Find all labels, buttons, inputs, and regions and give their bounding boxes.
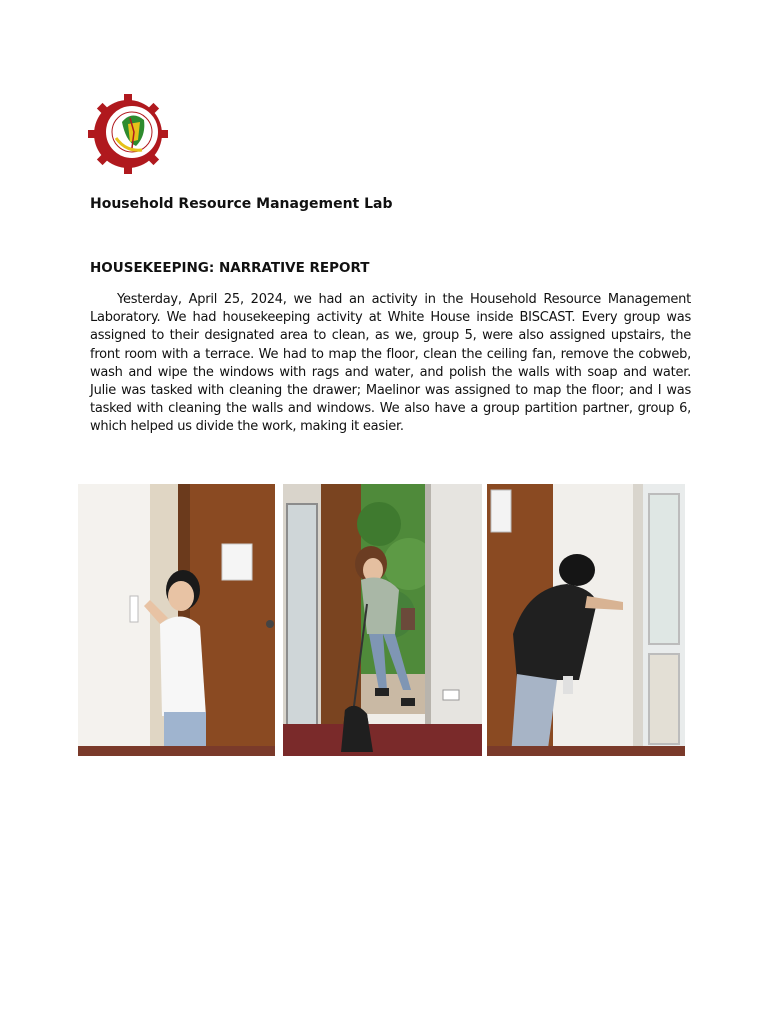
- photo-scrubbing-wall: [487, 484, 685, 756]
- school-seal-logo: [86, 92, 170, 176]
- report-heading: HOUSEKEEPING: NARRATIVE REPORT: [90, 260, 370, 276]
- narrative-paragraph: Yesterday, April 25, 2024, we had an activity in the Household Resource Management Laboratory. We had housekeeping activity at White House inside BISCAST. Every group was assigned to their designated area to clean, as we, group 5, were also assigned upstairs, the front room with a terrace. We had to map the floor, clean the ceiling fan, remove the cobweb, wash and wipe the windows with rags and water, and polish the walls with soap and water. Julie was tasked with cleaning the drawer; Maelinor was assigned to map the floor; and I was tasked with cleaning the walls and windows. We also have a group partition partner, group 6, which helped us divide the work, making it easier.: [90, 292, 691, 435]
- photo-cleaning-wall: [78, 484, 275, 756]
- photo-mopping-floor: [283, 484, 482, 756]
- lab-title: Household Resource Management Lab: [90, 196, 393, 212]
